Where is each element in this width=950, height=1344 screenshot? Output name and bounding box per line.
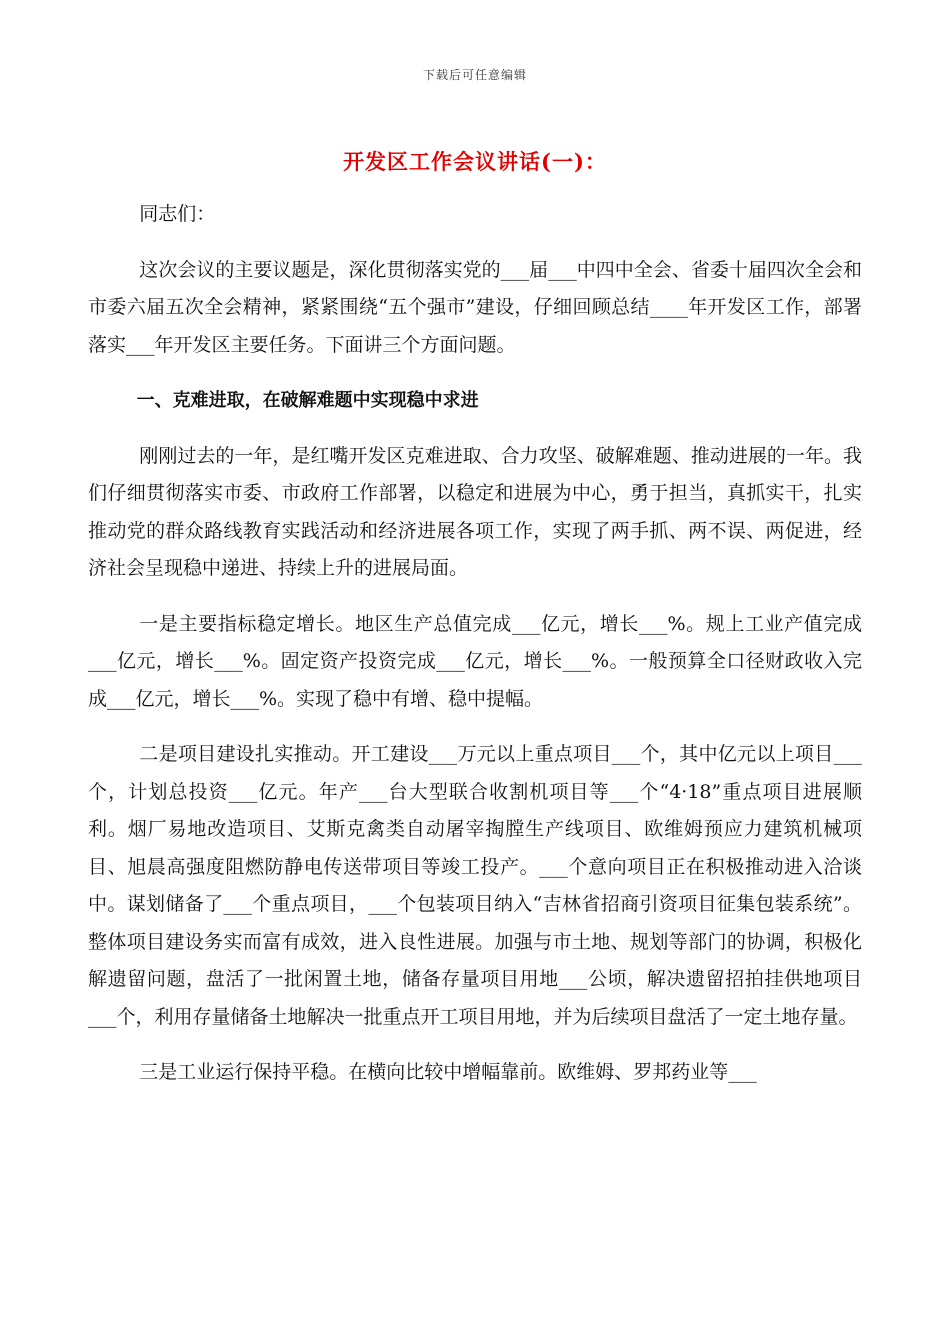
paragraph-industry: 三是工业运行保持平稳。在横向比较中增幅靠前。欧维姆、罗邦药业等___ [139, 1061, 757, 1083]
document-title: 开发区工作会议讲话(一)： [343, 149, 607, 174]
header-note: 下载后可任意编辑 [422, 68, 527, 82]
document-body [88, 196, 862, 1092]
intro-paragraph: 这次会议的主要议题是，深化贯彻落实党的___届___中四中全会、省委十届四次全会和市委六届五次全会精神，紧紧围绕“五个强市”建设，仔细回顾总结____年开发区工作，部署落实___年开发区主要任务。下面讲三个方面问题。 [88, 258, 862, 356]
paragraph-overview: 刚刚过去的一年，是红嘴开发区克难进取、合力攻坚、破解难题、推动进展的一年。我们仔细贯彻落实市委、市政府工作部署，以稳定和进展为中心，勇于担当，真抓实干，扎实推动党的群众路线教育实践活动和经济进展各项工作，实现了两手抓、两不误、两促进，经济社会呈现稳中递进、持续上升的进展局面。 [88, 444, 862, 579]
salutation: 同志们： [139, 203, 216, 225]
paragraph-projects: 二是项目建设扎实推动。开工建设___万元以上重点项目___个，其中亿元以上项目___个，计划总投资___亿元。年产___台大型联合收割机项目等___个“4·18”重点项目进展顺利。烟厂易地改造项目、艾斯克禽类自动屠宰掏膛生产线项目、欧维姆预应力建筑机械项目、旭晨高强度阻燃防静电传送带项目等竣工投产。___个意向项目正在积极推动进入洽谈中。谋划储备了___个重点项目，___个包装项目纳入“吉林省招商引资项目征集包装系统”。整体项目建设务实而富有成效，进入良性进展。加强与市土地、规划等部门的协调，积极化解遗留问题，盘活了一批闲置土地，储备存量项目用地___公顷，解决遗留招拍挂供地项目___个，利用存量储备土地解决一批重点开工项目用地，并为后续项目盘活了一定土地存量。 [88, 743, 862, 1028]
section-heading: 一、克难进取，在破解难题中实现稳中求进 [136, 390, 479, 411]
paragraph-indicators: 一是主要指标稳定增长。地区生产总值完成___亿元，增长___%。规上工业产值完成___亿元，增长___%。固定资产投资完成___亿元，增长___%。一般预算全口径财政收入完成___亿元，增长___%。实现了稳中有增、稳中提幅。 [88, 612, 862, 710]
